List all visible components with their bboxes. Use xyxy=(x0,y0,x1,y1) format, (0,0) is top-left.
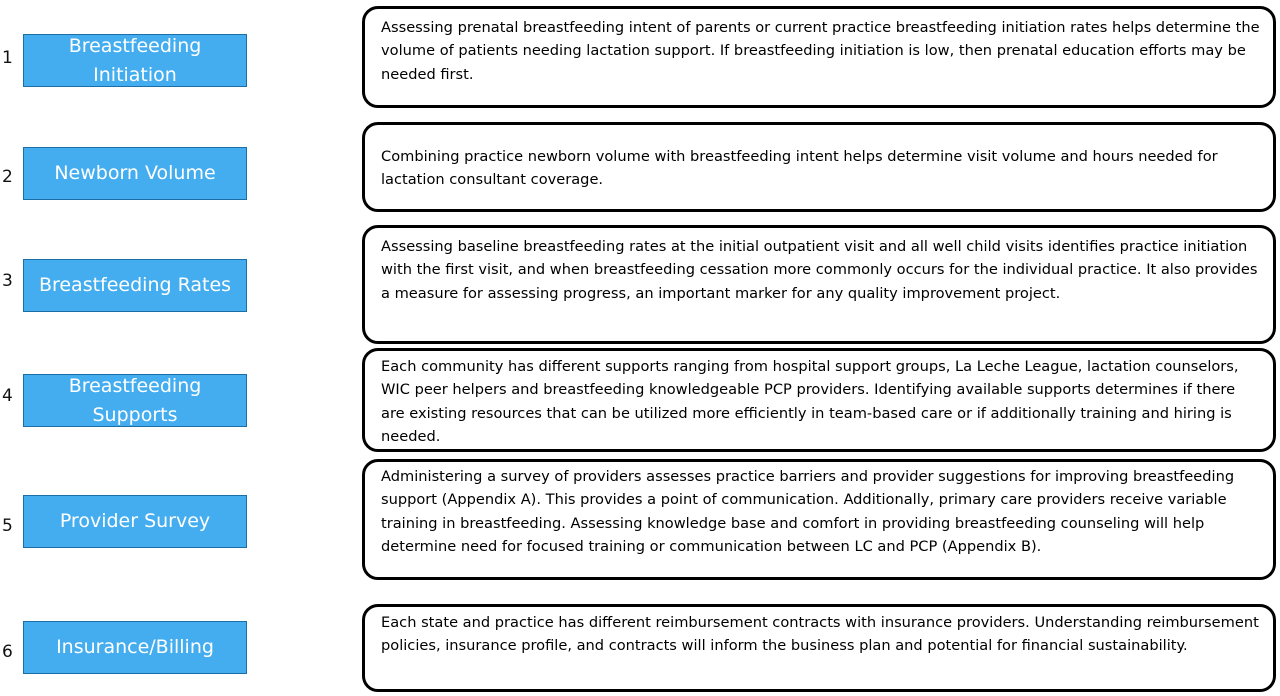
step-label: Breastfeeding Rates xyxy=(38,274,232,296)
step-description: Assessing prenatal breastfeeding intent of parents or current practice breastfeeding initiation rates helps determine the volume of patients needing lactation support. If breastfeeding initiation is low, then prenatal education efforts may be needed first. xyxy=(381,19,1260,83)
step-description-box xyxy=(362,459,1276,580)
step-description-box xyxy=(362,348,1276,452)
step-label-box xyxy=(23,147,247,200)
step-description-box xyxy=(362,122,1276,212)
step-description: Administering a survey of providers assesses practice barriers and provider suggestions for improving breastfeeding support (Appendix A). This provides a point of communication. Additionally, primary care providers receive variable training in breastfeeding. Assessing knowledge base and comfort in providing breastfeeding counseling will help determine need for focused training or communication between LC and PCP (Appendix B). xyxy=(381,468,1235,556)
step-number: 5 xyxy=(2,516,13,536)
step-label: Newborn Volume xyxy=(54,162,216,184)
step-number: 6 xyxy=(2,642,13,662)
step-description-box xyxy=(362,6,1276,108)
step-number: 1 xyxy=(2,48,13,68)
step-description: Assessing baseline breastfeeding rates at the initial outpatient visit and all well child visits identifies practice initiation with the first visit, and when breastfeeding cessation more commonly occurs for the individual practice. It also provides a measure for assessing progress, an important marker for any quality improvement project. xyxy=(381,238,1258,302)
step-label-box xyxy=(23,621,247,674)
step-label-box xyxy=(23,34,247,87)
step-description: Each state and practice has different reimbursement contracts with insurance providers. Understanding reimbursement policies, insurance profile, and contracts will inform the business plan and potential for financial sustainability. xyxy=(381,614,1259,655)
step-label: Breastfeeding Supports xyxy=(68,374,202,426)
step-label: Breastfeeding Initiation xyxy=(68,34,202,86)
step-label: Insurance/Billing xyxy=(56,636,214,658)
step-label-box xyxy=(23,374,247,427)
step-description: Combining practice newborn volume with breastfeeding intent helps determine visit volume and hours needed for lactation consultant coverage. xyxy=(381,148,1218,189)
step-label-box xyxy=(23,495,247,548)
step-description-box xyxy=(362,604,1276,692)
step-number: 4 xyxy=(2,386,13,406)
step-description-box xyxy=(362,225,1276,344)
step-number: 2 xyxy=(2,167,13,187)
step-number: 3 xyxy=(2,271,13,291)
step-label-box xyxy=(23,259,247,312)
step-description: Each community has different supports ranging from hospital support groups, La Leche League, lactation counselors, WIC peer helpers and breastfeeding knowledgeable PCP providers. Identifying available supports determines if there are existing resources that can be utilized more efficiently in team-based care or if additionally training and hiring is needed. xyxy=(381,358,1239,446)
step-label: Provider Survey xyxy=(59,510,211,532)
